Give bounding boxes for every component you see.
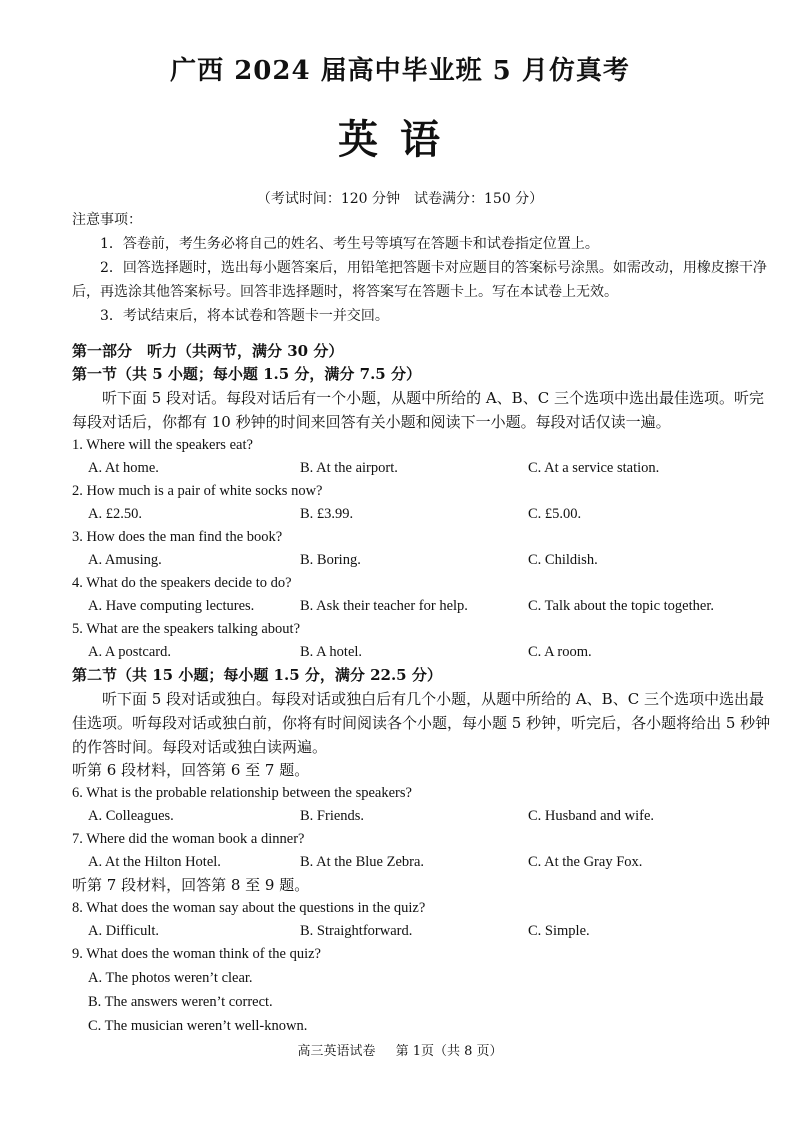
subject-heading: 英语 xyxy=(338,116,462,163)
question-2: 2. How much is a pair of white socks now? xyxy=(72,483,323,499)
question-5: 5. What are the speakers talking about? xyxy=(72,621,301,637)
notice-item: 2．回答选择题时，选出每小题答案后，用铅笔把答题卡对应题目的答案标号涂黑。如需改动，用橡皮擦干净后，再选涂其他答案标号。回答非选择题时，将答案写在答题卡上。写在本试卷上无效。 xyxy=(72,260,767,300)
option-a: A. Have computing lectures. xyxy=(88,598,255,614)
notice-item: 1．答卷前，考生务必将自己的姓名、考生号等填写在答题卡和试卷指定位置上。 xyxy=(100,236,599,252)
material-7-note: 听第 7 段材料，回答第 8 至 9 题。 xyxy=(72,876,310,894)
option-b: B. At the airport. xyxy=(300,460,398,476)
page-footer xyxy=(0,1040,800,1059)
option-c: C. Simple. xyxy=(528,923,590,939)
option-c: C. £5.00. xyxy=(528,506,582,522)
notice-block xyxy=(72,208,772,328)
question-block xyxy=(72,480,772,526)
question-block xyxy=(72,618,772,664)
section-two-instructions: 听下面 5 段对话或独白。每段对话或独白后有几个小题，从题中所给的 A、B、C 三个选项中选出最佳选项。听每段对话或独白前，你将有时间阅读各个小题，每小题 5 秒钟，听完后，各小题将给出 5 秒钟的作答时间。每段对话或独白读两遍。 xyxy=(72,690,771,756)
question-block xyxy=(72,897,772,943)
option-a: A. Difficult. xyxy=(88,923,160,939)
question-1: 1. Where will the speakers eat? xyxy=(72,437,253,453)
option-c: C. Childish. xyxy=(528,552,598,568)
option-a: A. At the Hilton Hotel. xyxy=(88,854,221,870)
exam-title: 广西 2024 届高中毕业班 5 月仿真考 xyxy=(170,56,630,86)
footer-page-number: 第 1页（共 8 页） xyxy=(395,1044,503,1059)
options-row xyxy=(72,851,772,874)
question-6: 6. What is the probable relationship between the speakers? xyxy=(72,785,412,801)
material-6-note: 听第 6 段材料，回答第 6 至 7 题。 xyxy=(72,761,310,779)
option-b: B. The answers weren’t correct. xyxy=(88,994,273,1010)
part-one-heading: 第一部分 听力（共两节，满分 30 分） xyxy=(72,342,344,360)
options-row xyxy=(72,457,772,480)
option-c: C. The musician weren’t well-known. xyxy=(88,1018,308,1034)
option-c: C. At a service station. xyxy=(528,460,660,476)
option-a: A. Colleagues. xyxy=(88,808,174,824)
section-two-heading: 第二节（共 15 小题；每小题 1.5 分，满分 22.5 分） xyxy=(72,666,442,684)
option-a: A. The photos weren’t clear. xyxy=(88,970,253,986)
question-3: 3. How does the man find the book? xyxy=(72,529,283,545)
option-b: B. At the Blue Zebra. xyxy=(300,854,425,870)
notice-heading: 注意事项： xyxy=(72,212,142,228)
question-block xyxy=(72,782,772,828)
option-a: A. At home. xyxy=(88,460,159,476)
question-block xyxy=(72,572,772,618)
part-one xyxy=(72,340,772,1038)
section-one-instructions: 听下面 5 段对话。每段对话后有一个小题，从题中所给的 A、B、C 三个选项中选出最佳选项。听完每段对话后，你都有 10 秒钟的时间来回答有关小题和阅读下一小题。每段对话仅读一遍。 xyxy=(72,389,764,431)
option-b: B. Boring. xyxy=(300,552,361,568)
option-b: B. A hotel. xyxy=(300,644,363,660)
options-row xyxy=(72,549,772,572)
option-a: A. A postcard. xyxy=(88,644,171,660)
option-a: A. Amusing. xyxy=(88,552,162,568)
question-block xyxy=(72,943,772,1038)
options-row xyxy=(72,805,772,828)
option-b: B. £3.99. xyxy=(300,506,354,522)
option-c: C. Talk about the topic together. xyxy=(528,598,714,614)
options-row xyxy=(72,641,772,664)
option-c: C. A room. xyxy=(528,644,592,660)
option-b: B. Friends. xyxy=(300,808,365,824)
question-4: 4. What do the speakers decide to do? xyxy=(72,575,292,591)
question-block xyxy=(72,526,772,572)
option-c: C. Husband and wife. xyxy=(528,808,655,824)
question-block xyxy=(72,434,772,480)
option-c: C. At the Gray Fox. xyxy=(528,854,643,870)
section-one-heading: 第一节（共 5 小题；每小题 1.5 分，满分 7.5 分） xyxy=(72,365,421,383)
exam-info: （考试时间：120 分钟 试卷满分：150 分） xyxy=(256,191,544,207)
options-row xyxy=(72,595,772,618)
notice-item: 3．考试结束后，将本试卷和答题卡一并交回。 xyxy=(100,308,389,324)
question-9: 9. What does the woman think of the quiz? xyxy=(72,946,321,962)
options-row xyxy=(72,920,772,943)
option-b: B. Ask their teacher for help. xyxy=(300,598,468,614)
question-block xyxy=(72,828,772,874)
option-b: B. Straightforward. xyxy=(300,923,413,939)
footer-subject: 高三英语试卷 xyxy=(297,1044,376,1059)
options-row xyxy=(72,503,772,526)
question-8: 8. What does the woman say about the questions in the quiz? xyxy=(72,900,426,916)
question-7: 7. Where did the woman book a dinner? xyxy=(72,831,305,847)
option-a: A. £2.50. xyxy=(88,506,142,522)
